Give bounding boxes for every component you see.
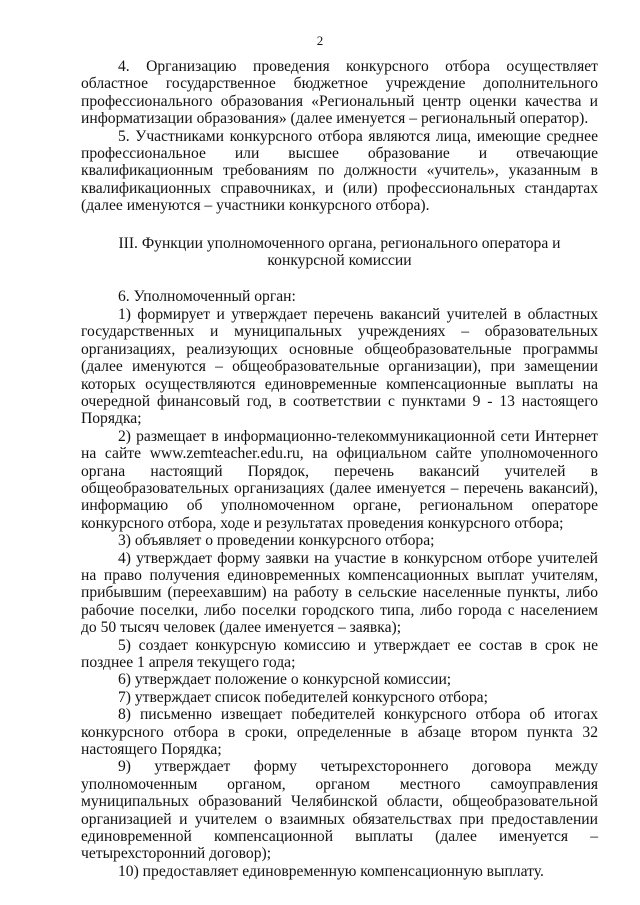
list-item-8: 8) письменно извещает победителей конкурсного отбора об итогах конкурсного отбора в сроки, определенные в абзаце втором пункта 32 настоящего Порядка; (81, 706, 598, 759)
list-item-7: 7) утверждает список победителей конкурсного отбора; (118, 688, 488, 706)
list-item-3: 3) объявляет о проведении конкурсного отбора; (118, 532, 435, 550)
page-number: 2 (316, 33, 324, 48)
paragraph-6: 6. Уполномоченный орган: (118, 288, 296, 306)
list-item-4: 4) утверждает форму заявки на участие в конкурсном отборе учителей на право получения единовременных компенсационных выплат учителям, прибывшим (переехавшим) на работу в сельские населенные пункты, либо рабочие поселки, либо поселки городского типа, либо города с населением до 50 тысяч человек (далее именуется – заявка); (81, 549, 598, 637)
paragraph-4: 4. Организацию проведения конкурсного отбора осуществляет областное государственное бюджетное учреждение дополнительного профессионального образования «Региональный центр оценки качества и информатизации образования» (далее именуется – региональный оператор). (81, 58, 598, 128)
section-heading-line-2: конкурсной комиссии (267, 252, 412, 270)
document-body (81, 58, 598, 880)
section-heading (81, 235, 598, 270)
list-item-9: 9) утверждает форму четырехстороннего договора между уполномоченным органом, органом местного самоуправления муниципальных образований Челябинской области, общеобразовательной организацией и учителем о взаимных обязательствах при предоставлении единовременной компенсационной выплаты (далее именуется – четырехсторонний договор); (81, 758, 598, 863)
section-heading-line-1: III. Функции уполномоченного органа, регионального оператора и (118, 234, 561, 252)
list-item-5: 5) создает конкурсную комиссию и утверждает ее состав в срок не позднее 1 апреля текущего года; (81, 636, 598, 671)
list-item-10: 10) предоставляет единовременную компенсационную выплату. (118, 862, 544, 880)
paragraph-5: 5. Участниками конкурсного отбора являются лица, имеющие среднее профессиональное или высшее образование и отвечающие квалификационным требованиям по должности «учитель», указанным в квалификационных справочниках, и (или) профессиональных стандартах (далее именуются – участники конкурсного отбора). (81, 127, 598, 215)
list-item-2: 2) размещает в информационно-телекоммуникационной сети Интернет на сайте www.zemteacher.edu.ru, на официальном сайте уполномоченного органа настоящий Порядок, перечень вакансий учителей в общеобразовательных организациях (далее именуется – перечень вакансий), информацию об уполномоченном органе, региональном операторе конкурсного отбора, ходе и результатах проведения конкурсного отбора; (81, 427, 598, 532)
list-item-6: 6) утверждает положение о конкурсной комиссии; (118, 671, 452, 689)
list-item-1: 1) формирует и утверждает перечень вакансий учителей в областных государственных и муниципальных учреждениях – образовательных организациях, реализующих основные общеобразовательные программы (далее именуются – общеобразовательные организации), при замещении которых осуществляются единовременные компенсационные выплаты на очередной финансовый год, в соответствии с пунктами 9 - 13 настоящего Порядка; (81, 305, 598, 428)
